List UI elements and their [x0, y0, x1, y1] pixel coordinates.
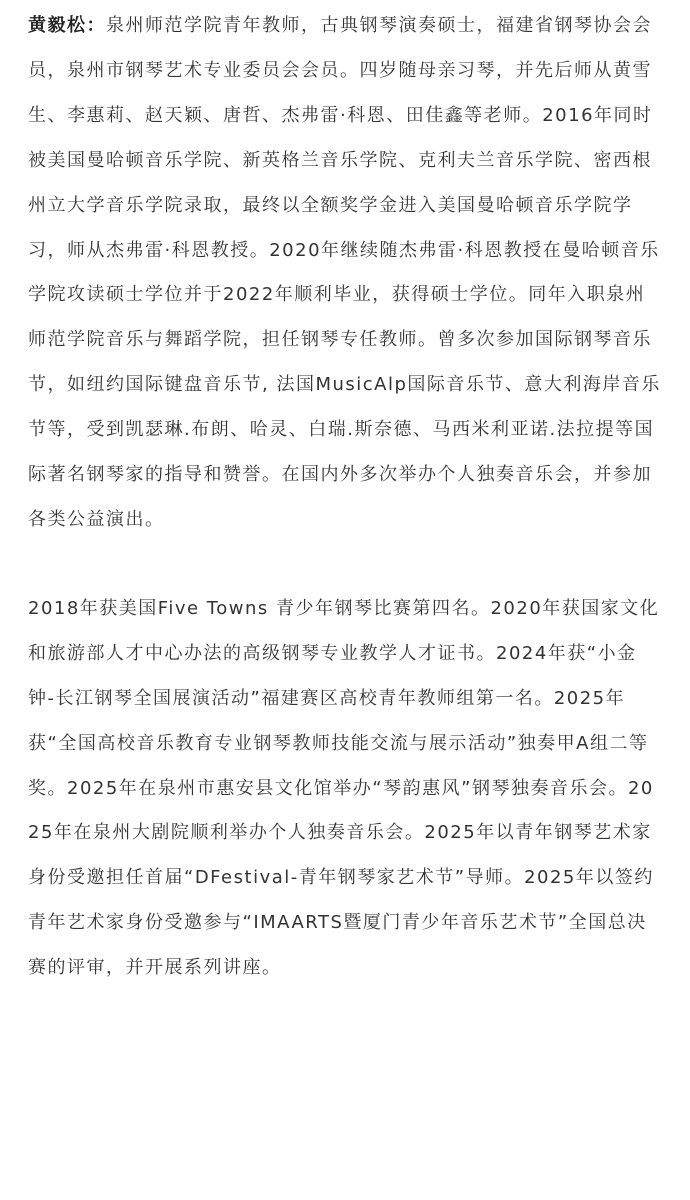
bio-text: 泉州师范学院青年教师，古典钢琴演奏硕士，福建省钢琴协会会员，泉州市钢琴艺术专业委员会会员。四岁随母亲习琴，并先后师从黄雪生、李惠莉、赵天颖、唐哲、杰弗雷·科恩、田佳鑫等老师。2016年同时被美国曼哈顿音乐学院、新英格兰音乐学院、克利夫兰音乐学院、密西根州立大学音乐学院录取，最终以全额奖学金进入美国曼哈顿音乐学院学习，师从杰弗雷·科恩教授。2020年继续随杰弗雷·科恩教授在曼哈顿音乐学院攻读硕士学位并于2022年顺利毕业，获得硕士学位。同年入职泉州师范学院音乐与舞蹈学院，担任钢琴专任教师。曾多次参加国际钢琴音乐节，如纽约国际键盘音乐节, 法国MusicAlp国际音乐节、意大利海岸音乐节等，受到凯瑟琳.布朗、哈灵、白瑞.斯奈德、马西米利亚诺.法拉提等国际著名钢琴家的指导和赞誉。在国内外多次举办个人独奏音乐会，并参加各类公益演出。 — [28, 15, 661, 530]
awards-paragraph: 2018年获美国Five Towns 青少年钢琴比赛第四名。2020年获国家文化和旅游部人才中心办法的高级钢琴专业教学人才证书。2024年获“小金钟-长江钢琴全国展演活动”福建赛区高校青年教师组第一名。2025年获“全国高校音乐教育专业钢琴教师技能交流与展示活动”独奏甲A组二等奖。2025年在泉州市惠安县文化馆举办“琴韵惠风”钢琴独奏音乐会。2025年在泉州大剧院顺利举办个人独奏音乐会。2025年以青年钢琴艺术家身份受邀担任首届“DFestival-青年钢琴家艺术节”导师。2025年以签约青年艺术家身份受邀参与“IMAARTS暨厦门青少年音乐艺术节”全国总决赛的评审，并开展系列讲座。 — [28, 597, 660, 979]
bio-paragraph — [28, 4, 662, 543]
person-name: 黄毅松： — [28, 15, 106, 36]
